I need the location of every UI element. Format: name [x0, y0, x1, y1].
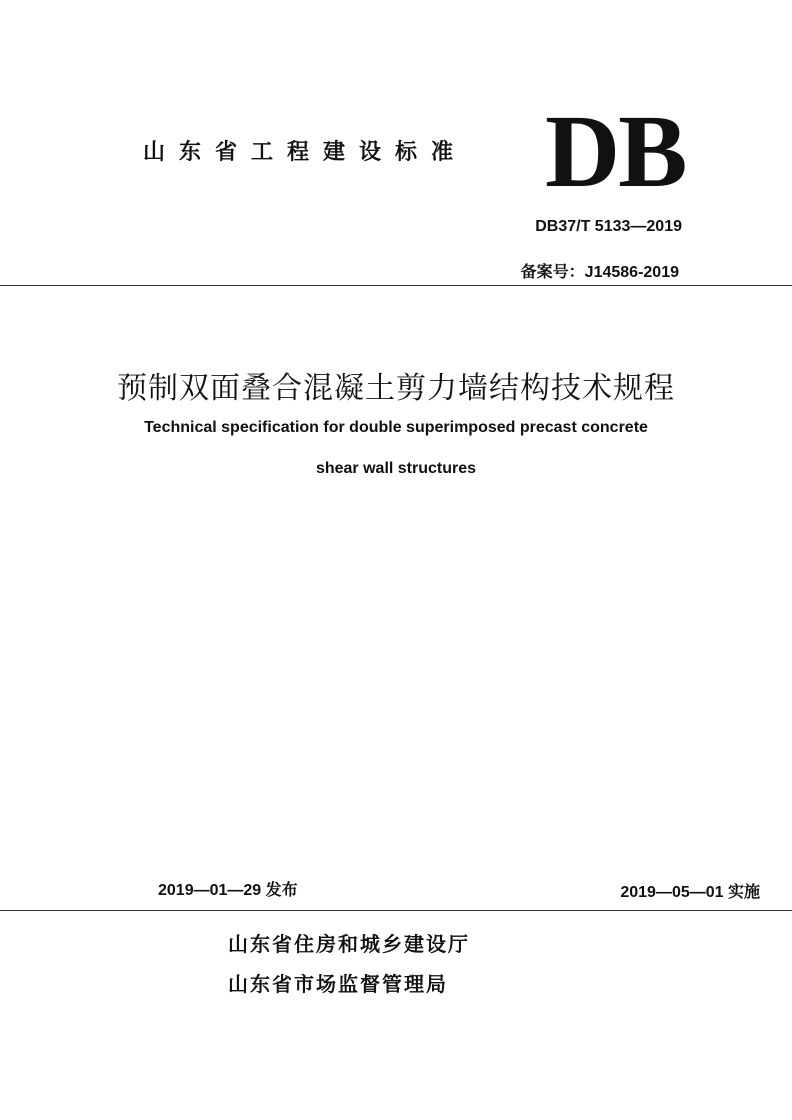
issuer-housing-department: 山东省住房和城乡建设厅 [228, 934, 470, 956]
standard-category: 山东省工程建设标准 [143, 139, 468, 164]
issue-date: 2019—01—29 发布 [158, 882, 298, 899]
effective-date: 2019—05—01 实施 [620, 884, 760, 901]
document-title-english-line2: shear wall structures [315, 460, 477, 477]
top-divider [0, 285, 792, 286]
document-title-english-line1: Technical specification for double superimposed precast concrete [144, 419, 648, 436]
bottom-divider [0, 910, 792, 911]
standard-number: DB37/T 5133—2019 [535, 218, 682, 235]
record-number: 备案号：J14586-2019 [520, 264, 679, 281]
issuer-market-bureau: 山东省市场监督管理局 [228, 974, 448, 996]
document-title-chinese: 预制双面叠合混凝土剪力墙结构技术规程 [117, 371, 675, 406]
db-mark: DB [545, 94, 686, 209]
